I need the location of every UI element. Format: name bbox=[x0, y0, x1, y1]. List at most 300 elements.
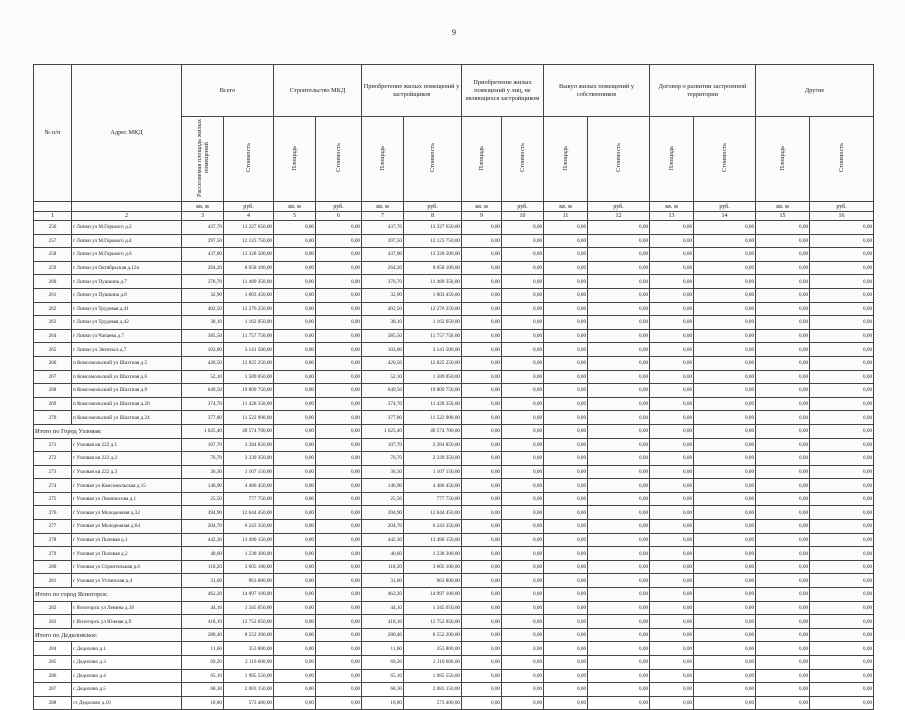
row-value: 0,00 bbox=[544, 533, 588, 547]
row-value: 0,00 bbox=[756, 696, 810, 710]
row-value: 0,00 bbox=[756, 384, 810, 398]
row-value: 0,00 bbox=[810, 438, 874, 452]
row-value: 0,00 bbox=[588, 316, 650, 330]
row-value: 0,00 bbox=[756, 261, 810, 275]
row-value: 0,00 bbox=[810, 316, 874, 330]
row-value: 0,00 bbox=[274, 438, 316, 452]
row-number: 256 bbox=[34, 221, 72, 235]
row-value: 0,00 bbox=[650, 547, 694, 561]
row-value: 38,10 bbox=[182, 316, 224, 330]
header-total-area: Расселяемая площадь жилых помещений bbox=[182, 117, 224, 202]
row-value: 0,00 bbox=[316, 329, 362, 343]
row-value: 11 522 900,00 bbox=[224, 411, 274, 425]
row-value: 11 757 750,00 bbox=[224, 329, 274, 343]
row-value: 0,00 bbox=[756, 492, 810, 506]
table-row bbox=[34, 343, 874, 357]
row-value: 8 058 100,00 bbox=[224, 261, 274, 275]
row-value: 0,00 bbox=[756, 506, 810, 520]
row-value: 146,90 bbox=[182, 479, 224, 493]
row-value: 0,00 bbox=[650, 452, 694, 466]
row-value: 0,00 bbox=[544, 656, 588, 670]
table-row bbox=[34, 302, 874, 316]
row-value: 0,00 bbox=[694, 343, 756, 357]
subtotal-value: 0,00 bbox=[588, 588, 650, 602]
header-address: Адрес МКД bbox=[72, 65, 182, 202]
row-value: 0,00 bbox=[544, 696, 588, 710]
row-value: 1 985 550,00 bbox=[224, 669, 274, 683]
row-value: 0,00 bbox=[274, 329, 316, 343]
row-value: 0,00 bbox=[694, 234, 756, 248]
row-value: 0,00 bbox=[756, 302, 810, 316]
row-value: 0,00 bbox=[810, 397, 874, 411]
row-value: 52,10 bbox=[362, 370, 404, 384]
row-value: 0,00 bbox=[274, 261, 316, 275]
row-value: 0,00 bbox=[502, 574, 544, 588]
header-group-buyout: Выкуп жилых помещений у собственников bbox=[544, 65, 650, 117]
row-value: 0,00 bbox=[588, 302, 650, 316]
header-area: Площадь bbox=[362, 117, 404, 202]
row-value: 0,00 bbox=[810, 560, 874, 574]
unit-cell: руб. bbox=[224, 202, 274, 212]
row-value: 0,00 bbox=[544, 288, 588, 302]
row-value: 204,70 bbox=[182, 520, 224, 534]
row-value: 0,00 bbox=[274, 397, 316, 411]
row-value: 0,00 bbox=[756, 370, 810, 384]
row-value: 0,00 bbox=[544, 275, 588, 289]
row-value: 0,00 bbox=[274, 411, 316, 425]
units-row bbox=[34, 202, 874, 212]
row-value: 0,00 bbox=[502, 248, 544, 262]
row-value: 0,00 bbox=[502, 438, 544, 452]
row-value: 0,00 bbox=[694, 506, 756, 520]
row-address: г Узловая ул Ломоносова д.1 bbox=[72, 492, 182, 506]
column-number: 7 bbox=[362, 212, 404, 221]
row-value: 0,00 bbox=[810, 683, 874, 697]
row-value: 12 123 750,00 bbox=[224, 234, 274, 248]
table-row bbox=[34, 261, 874, 275]
row-value: 0,00 bbox=[544, 642, 588, 656]
table-row bbox=[34, 669, 874, 683]
row-value: 0,00 bbox=[810, 234, 874, 248]
row-value: 0,00 bbox=[274, 560, 316, 574]
row-value: 0,00 bbox=[650, 683, 694, 697]
page-number: 9 bbox=[452, 28, 456, 37]
row-value: 0,00 bbox=[588, 234, 650, 248]
row-value: 0,00 bbox=[810, 356, 874, 370]
row-address: г Липки ул М.Горького д.2 bbox=[72, 221, 182, 235]
row-value: 3 284 850,00 bbox=[404, 438, 462, 452]
row-value: 0,00 bbox=[462, 316, 502, 330]
row-value: 0,00 bbox=[502, 547, 544, 561]
row-value: 103,00 bbox=[182, 343, 224, 357]
row-value: 0,00 bbox=[544, 479, 588, 493]
row-value: 0,00 bbox=[810, 601, 874, 615]
row-value: 0,00 bbox=[650, 261, 694, 275]
row-value: 0,00 bbox=[694, 356, 756, 370]
header-area: Площадь bbox=[274, 117, 316, 202]
column-number: 2 bbox=[72, 212, 182, 221]
subtotal-value: 0,00 bbox=[588, 628, 650, 642]
row-value: 442,30 bbox=[182, 533, 224, 547]
row-value: 1 238 300,00 bbox=[404, 547, 462, 561]
row-value: 0,00 bbox=[274, 683, 316, 697]
subtotal-value: 462,20 bbox=[182, 588, 224, 602]
row-value: 8 058 100,00 bbox=[404, 261, 462, 275]
row-address: г Липки ул Чапаева д.7 bbox=[72, 329, 182, 343]
row-value: 0,00 bbox=[650, 465, 694, 479]
row-value: 0,00 bbox=[544, 411, 588, 425]
subtotal-value: 0,00 bbox=[316, 628, 362, 642]
row-value: 13 328 500,00 bbox=[404, 248, 462, 262]
row-number: 264 bbox=[34, 329, 72, 343]
row-value: 353 800,00 bbox=[404, 642, 462, 656]
row-value: 0,00 bbox=[502, 302, 544, 316]
row-value: 0,00 bbox=[810, 221, 874, 235]
row-value: 36,30 bbox=[182, 465, 224, 479]
row-value: 0,00 bbox=[588, 452, 650, 466]
row-value: 0,00 bbox=[502, 506, 544, 520]
row-value: 0,00 bbox=[274, 696, 316, 710]
row-value: 0,00 bbox=[502, 560, 544, 574]
row-value: 0,00 bbox=[694, 397, 756, 411]
row-value: 649,50 bbox=[182, 384, 224, 398]
row-value: 0,00 bbox=[502, 656, 544, 670]
header-num: № п/п bbox=[34, 65, 72, 202]
row-value: 0,00 bbox=[650, 574, 694, 588]
subtotal-row bbox=[34, 424, 874, 438]
table-row bbox=[34, 411, 874, 425]
unit-cell: кв. м bbox=[650, 202, 694, 212]
row-number: 274 bbox=[34, 479, 72, 493]
row-value: 0,00 bbox=[810, 411, 874, 425]
row-value: 420,50 bbox=[182, 356, 224, 370]
row-address: г Липки ул М.Горького д.4 bbox=[72, 234, 182, 248]
row-value: 0,00 bbox=[544, 520, 588, 534]
table-row bbox=[34, 370, 874, 384]
header-group-other: Другие bbox=[756, 65, 874, 117]
row-value: 0,00 bbox=[274, 275, 316, 289]
row-value: 0,00 bbox=[810, 465, 874, 479]
row-value: 376,70 bbox=[182, 275, 224, 289]
row-value: 0,00 bbox=[650, 329, 694, 343]
row-value: 0,00 bbox=[316, 343, 362, 357]
row-value: 0,00 bbox=[316, 479, 362, 493]
row-value: 397,50 bbox=[182, 234, 224, 248]
row-value: 31,60 bbox=[182, 574, 224, 588]
row-value: 0,00 bbox=[462, 492, 502, 506]
row-value: 0,00 bbox=[274, 506, 316, 520]
row-value: 353 800,00 bbox=[224, 642, 274, 656]
table-row bbox=[34, 479, 874, 493]
row-address: п Комсомольский ул Шахтная д.20 bbox=[72, 397, 182, 411]
row-value: 0,00 bbox=[544, 261, 588, 275]
column-numbers-row bbox=[34, 212, 874, 221]
row-value: 0,00 bbox=[694, 302, 756, 316]
subtotal-value: 0,00 bbox=[502, 628, 544, 642]
subtotal-value: 0,00 bbox=[462, 588, 502, 602]
row-value: 0,00 bbox=[810, 452, 874, 466]
row-value: 0,00 bbox=[756, 669, 810, 683]
row-value: 0,00 bbox=[650, 248, 694, 262]
row-value: 0,00 bbox=[694, 275, 756, 289]
table-row bbox=[34, 506, 874, 520]
row-value: 0,00 bbox=[650, 356, 694, 370]
row-value: 0,00 bbox=[274, 234, 316, 248]
row-value: 0,00 bbox=[810, 248, 874, 262]
table-row bbox=[34, 492, 874, 506]
row-value: 437,00 bbox=[362, 248, 404, 262]
row-value: 0,00 bbox=[544, 316, 588, 330]
table-row bbox=[34, 316, 874, 330]
row-number: 285 bbox=[34, 656, 72, 670]
row-value: 12 825 250,00 bbox=[404, 356, 462, 370]
subtotal-value: 0,00 bbox=[544, 424, 588, 438]
row-value: 385,50 bbox=[362, 329, 404, 343]
row-value: 0,00 bbox=[316, 656, 362, 670]
row-value: 0,00 bbox=[650, 642, 694, 656]
row-value: 374,70 bbox=[362, 397, 404, 411]
row-value: 0,00 bbox=[316, 696, 362, 710]
row-value: 0,00 bbox=[810, 547, 874, 561]
row-value: 0,00 bbox=[502, 343, 544, 357]
row-number: 258 bbox=[34, 248, 72, 262]
row-value: 3 141 500,00 bbox=[404, 343, 462, 357]
row-value: 0,00 bbox=[462, 520, 502, 534]
row-value: 402,50 bbox=[362, 302, 404, 316]
row-value: 0,00 bbox=[462, 329, 502, 343]
row-value: 0,00 bbox=[544, 248, 588, 262]
row-value: 0,00 bbox=[694, 465, 756, 479]
subtotal-value: 280,40 bbox=[362, 628, 404, 642]
row-value: 437,70 bbox=[182, 221, 224, 235]
subtotal-value: 0,00 bbox=[650, 588, 694, 602]
row-value: 1 589 050,00 bbox=[224, 370, 274, 384]
row-value: 0,00 bbox=[810, 696, 874, 710]
row-value: 1 107 150,00 bbox=[404, 465, 462, 479]
subtotal-value: 8 552 200,00 bbox=[404, 628, 462, 642]
row-value: 40,60 bbox=[362, 547, 404, 561]
row-address: г Ясногорск ул Южная д.9 bbox=[72, 615, 182, 629]
row-value: 0,00 bbox=[462, 533, 502, 547]
row-value: 0,00 bbox=[694, 248, 756, 262]
row-number: 270 bbox=[34, 411, 72, 425]
row-value: 0,00 bbox=[588, 547, 650, 561]
row-number: 271 bbox=[34, 438, 72, 452]
table-row bbox=[34, 288, 874, 302]
row-value: 0,00 bbox=[502, 411, 544, 425]
row-value: 0,00 bbox=[274, 452, 316, 466]
row-value: 0,00 bbox=[502, 234, 544, 248]
row-value: 0,00 bbox=[588, 520, 650, 534]
row-value: 0,00 bbox=[544, 683, 588, 697]
header-cost: Стоимость bbox=[694, 117, 756, 202]
row-value: 0,00 bbox=[462, 411, 502, 425]
row-value: 0,00 bbox=[274, 615, 316, 629]
row-address: г Узловая кв 222 д.3 bbox=[72, 465, 182, 479]
row-value: 1 003 450,00 bbox=[404, 288, 462, 302]
row-number: 257 bbox=[34, 234, 72, 248]
row-value: 0,00 bbox=[316, 397, 362, 411]
row-value: 1 238 300,00 bbox=[224, 547, 274, 561]
subtotal-value: 0,00 bbox=[502, 588, 544, 602]
row-value: 0,00 bbox=[650, 343, 694, 357]
row-value: 32,90 bbox=[362, 288, 404, 302]
row-number: 260 bbox=[34, 275, 72, 289]
row-value: 0,00 bbox=[274, 288, 316, 302]
row-value: 76,70 bbox=[362, 452, 404, 466]
row-value: 0,00 bbox=[462, 683, 502, 697]
row-value: 0,00 bbox=[544, 370, 588, 384]
row-value: 0,00 bbox=[274, 479, 316, 493]
row-value: 374,70 bbox=[182, 397, 224, 411]
header-area: Площадь bbox=[650, 117, 694, 202]
row-number: 265 bbox=[34, 343, 72, 357]
row-value: 0,00 bbox=[588, 560, 650, 574]
row-value: 11 428 350,00 bbox=[404, 397, 462, 411]
row-value: 0,00 bbox=[650, 506, 694, 520]
row-value: 0,00 bbox=[810, 384, 874, 398]
row-value: 1 345 050,00 bbox=[404, 601, 462, 615]
row-value: 0,00 bbox=[462, 615, 502, 629]
row-value: 0,00 bbox=[588, 642, 650, 656]
row-value: 0,00 bbox=[462, 248, 502, 262]
row-value: 107,70 bbox=[362, 438, 404, 452]
subtotal-value: 280,40 bbox=[182, 628, 224, 642]
row-value: 0,00 bbox=[694, 574, 756, 588]
row-value: 2 083 150,00 bbox=[404, 683, 462, 697]
row-value: 2 110 600,00 bbox=[404, 656, 462, 670]
row-address: г Узловая ул Молодежная д.64 bbox=[72, 520, 182, 534]
row-value: 0,00 bbox=[502, 520, 544, 534]
row-value: 0,00 bbox=[650, 411, 694, 425]
row-value: 0,00 bbox=[544, 465, 588, 479]
row-value: 0,00 bbox=[588, 343, 650, 357]
row-value: 0,00 bbox=[650, 696, 694, 710]
row-value: 12 276 250,00 bbox=[404, 302, 462, 316]
column-number: 11 bbox=[544, 212, 588, 221]
row-value: 0,00 bbox=[810, 261, 874, 275]
header-group-construction: Строительство МКД bbox=[274, 65, 362, 117]
row-number: 261 bbox=[34, 288, 72, 302]
row-value: 1 345 050,00 bbox=[224, 601, 274, 615]
row-value: 13 328 500,00 bbox=[224, 248, 274, 262]
row-value: 0,00 bbox=[588, 696, 650, 710]
row-value: 0,00 bbox=[810, 506, 874, 520]
row-value: 0,00 bbox=[316, 248, 362, 262]
row-value: 377,80 bbox=[182, 411, 224, 425]
row-value: 0,00 bbox=[274, 533, 316, 547]
row-value: 18,80 bbox=[362, 696, 404, 710]
row-number: 266 bbox=[34, 356, 72, 370]
header-group-non-developer: Приобретение жилых помещений у лиц, не являющихся застройщиком bbox=[462, 65, 544, 117]
row-value: 0,00 bbox=[274, 248, 316, 262]
row-number: 263 bbox=[34, 316, 72, 330]
row-value: 0,00 bbox=[462, 547, 502, 561]
row-value: 0,00 bbox=[462, 356, 502, 370]
subtotal-value: 0,00 bbox=[462, 424, 502, 438]
row-value: 1 162 050,00 bbox=[404, 316, 462, 330]
subtotal-value: 0,00 bbox=[462, 628, 502, 642]
row-value: 0,00 bbox=[694, 221, 756, 235]
row-value: 3 284 850,00 bbox=[224, 438, 274, 452]
row-value: 0,00 bbox=[502, 384, 544, 398]
row-value: 0,00 bbox=[274, 492, 316, 506]
row-value: 0,00 bbox=[694, 316, 756, 330]
row-value: 0,00 bbox=[756, 465, 810, 479]
row-address: ст Дедилово д.10 bbox=[72, 696, 182, 710]
row-value: 0,00 bbox=[756, 642, 810, 656]
row-value: 0,00 bbox=[756, 533, 810, 547]
table-row bbox=[34, 547, 874, 561]
row-value: 0,00 bbox=[462, 384, 502, 398]
column-number: 5 bbox=[274, 212, 316, 221]
row-address: п Комсомольский ул Шахтная д.9 bbox=[72, 384, 182, 398]
row-value: 0,00 bbox=[588, 656, 650, 670]
row-value: 0,00 bbox=[316, 465, 362, 479]
row-value: 76,70 bbox=[182, 452, 224, 466]
row-value: 0,00 bbox=[694, 492, 756, 506]
row-value: 0,00 bbox=[694, 696, 756, 710]
row-value: 11 489 350,00 bbox=[404, 275, 462, 289]
row-value: 0,00 bbox=[756, 397, 810, 411]
subtotal-value: 0,00 bbox=[316, 588, 362, 602]
row-value: 0,00 bbox=[316, 615, 362, 629]
row-value: 0,00 bbox=[588, 411, 650, 425]
row-number: 277 bbox=[34, 520, 72, 534]
unit-cell: руб. bbox=[588, 202, 650, 212]
row-number: 259 bbox=[34, 261, 72, 275]
row-value: 0,00 bbox=[316, 288, 362, 302]
row-value: 68,30 bbox=[362, 683, 404, 697]
row-value: 204,70 bbox=[362, 520, 404, 534]
row-value: 0,00 bbox=[694, 288, 756, 302]
row-value: 442,30 bbox=[362, 533, 404, 547]
row-value: 0,00 bbox=[650, 288, 694, 302]
column-number: 14 bbox=[694, 212, 756, 221]
row-number: 273 bbox=[34, 465, 72, 479]
row-value: 0,00 bbox=[650, 560, 694, 574]
row-value: 0,00 bbox=[694, 438, 756, 452]
row-value: 0,00 bbox=[462, 560, 502, 574]
row-value: 0,00 bbox=[588, 601, 650, 615]
row-value: 0,00 bbox=[316, 642, 362, 656]
row-value: 0,00 bbox=[462, 479, 502, 493]
row-value: 6 243 350,00 bbox=[404, 520, 462, 534]
row-value: 44,10 bbox=[182, 601, 224, 615]
subtotal-label: Итого по город Ясногорск: bbox=[34, 588, 182, 602]
row-value: 4 480 450,00 bbox=[224, 479, 274, 493]
row-value: 420,50 bbox=[362, 356, 404, 370]
row-value: 19 809 750,00 bbox=[224, 384, 274, 398]
row-value: 52,10 bbox=[182, 370, 224, 384]
row-value: 65,10 bbox=[362, 669, 404, 683]
row-value: 0,00 bbox=[544, 669, 588, 683]
row-value: 0,00 bbox=[316, 302, 362, 316]
row-number: 267 bbox=[34, 370, 72, 384]
subtotal-value: 0,00 bbox=[756, 424, 810, 438]
row-value: 44,10 bbox=[362, 601, 404, 615]
row-value: 13 327 650,00 bbox=[404, 221, 462, 235]
row-value: 2 110 600,00 bbox=[224, 656, 274, 670]
row-value: 0,00 bbox=[756, 479, 810, 493]
table-row bbox=[34, 683, 874, 697]
row-value: 0,00 bbox=[544, 438, 588, 452]
row-value: 0,00 bbox=[810, 479, 874, 493]
column-number: 3 bbox=[182, 212, 224, 221]
row-value: 0,00 bbox=[650, 520, 694, 534]
row-value: 25,50 bbox=[182, 492, 224, 506]
row-value: 0,00 bbox=[694, 656, 756, 670]
